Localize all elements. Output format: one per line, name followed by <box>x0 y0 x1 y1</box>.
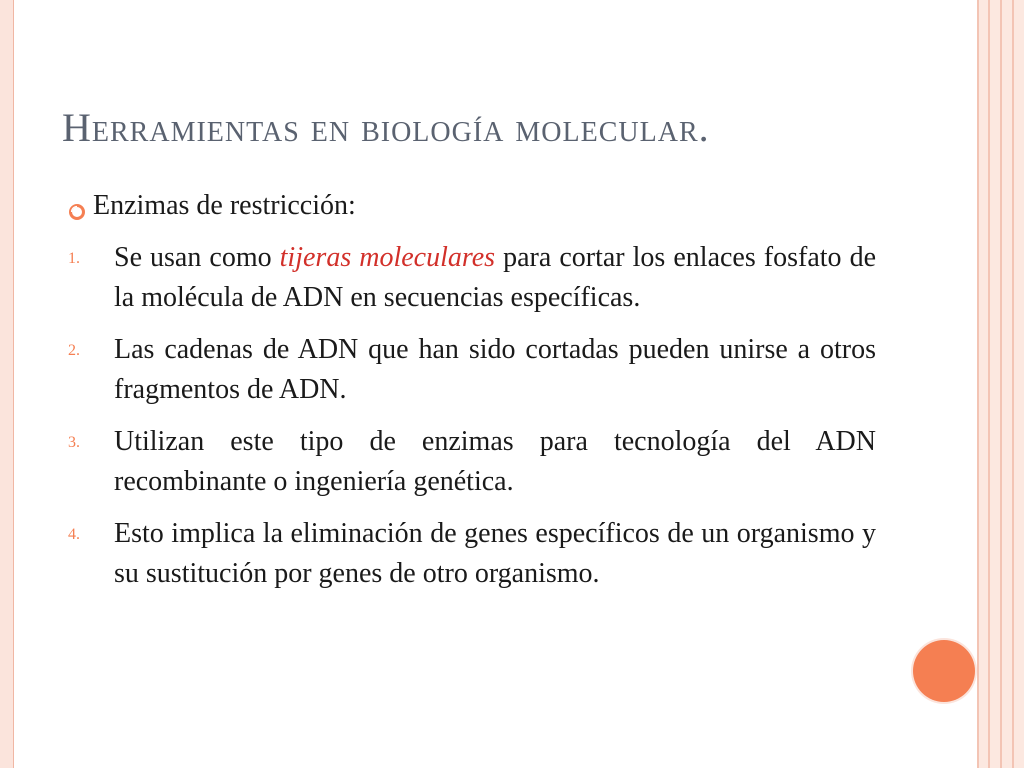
list-item <box>68 514 876 594</box>
left-border-decoration <box>0 0 13 768</box>
right-stripe <box>979 0 988 768</box>
emphasis-text: tijeras moleculares <box>279 242 496 273</box>
orange-circle-decoration <box>913 640 975 702</box>
left-border-line <box>13 0 14 768</box>
bullet-heading <box>68 190 356 222</box>
list-item <box>68 422 876 502</box>
list-item-text <box>114 238 876 318</box>
right-stripe <box>990 0 1000 768</box>
list-item-number: 3. <box>68 434 80 451</box>
list-item-number: 2. <box>68 342 80 359</box>
right-stripe <box>1014 0 1024 768</box>
list-item-text: Las cadenas de ADN que han sido cortadas pueden unirse a otros fragmentos de ADN. <box>114 334 876 405</box>
numbered-list <box>68 238 876 606</box>
list-item-number: 1. <box>68 250 80 267</box>
list-item-text-before: Se usan como <box>114 242 280 273</box>
list-item-text: Utilizan este tipo de enzimas para tecnología del ADN recombinante o ingeniería genética. <box>114 426 876 497</box>
list-item <box>68 238 876 318</box>
right-stripe <box>1002 0 1012 768</box>
list-item-number: 4. <box>68 526 80 543</box>
list-item <box>68 330 876 410</box>
bullet-text: Enzimas de restricción: <box>93 190 356 221</box>
slide-title: Herramientas en biología molecular. <box>62 105 710 150</box>
circle-bullet-icon <box>68 197 86 215</box>
list-item-text-after: para cortar los enlaces fosfato de la molécula de ADN en secuencias específicas. <box>114 242 877 313</box>
list-item-text: Esto implica la eliminación de genes específicos de un organismo y su sustitución por genes de otro organismo. <box>114 518 876 589</box>
